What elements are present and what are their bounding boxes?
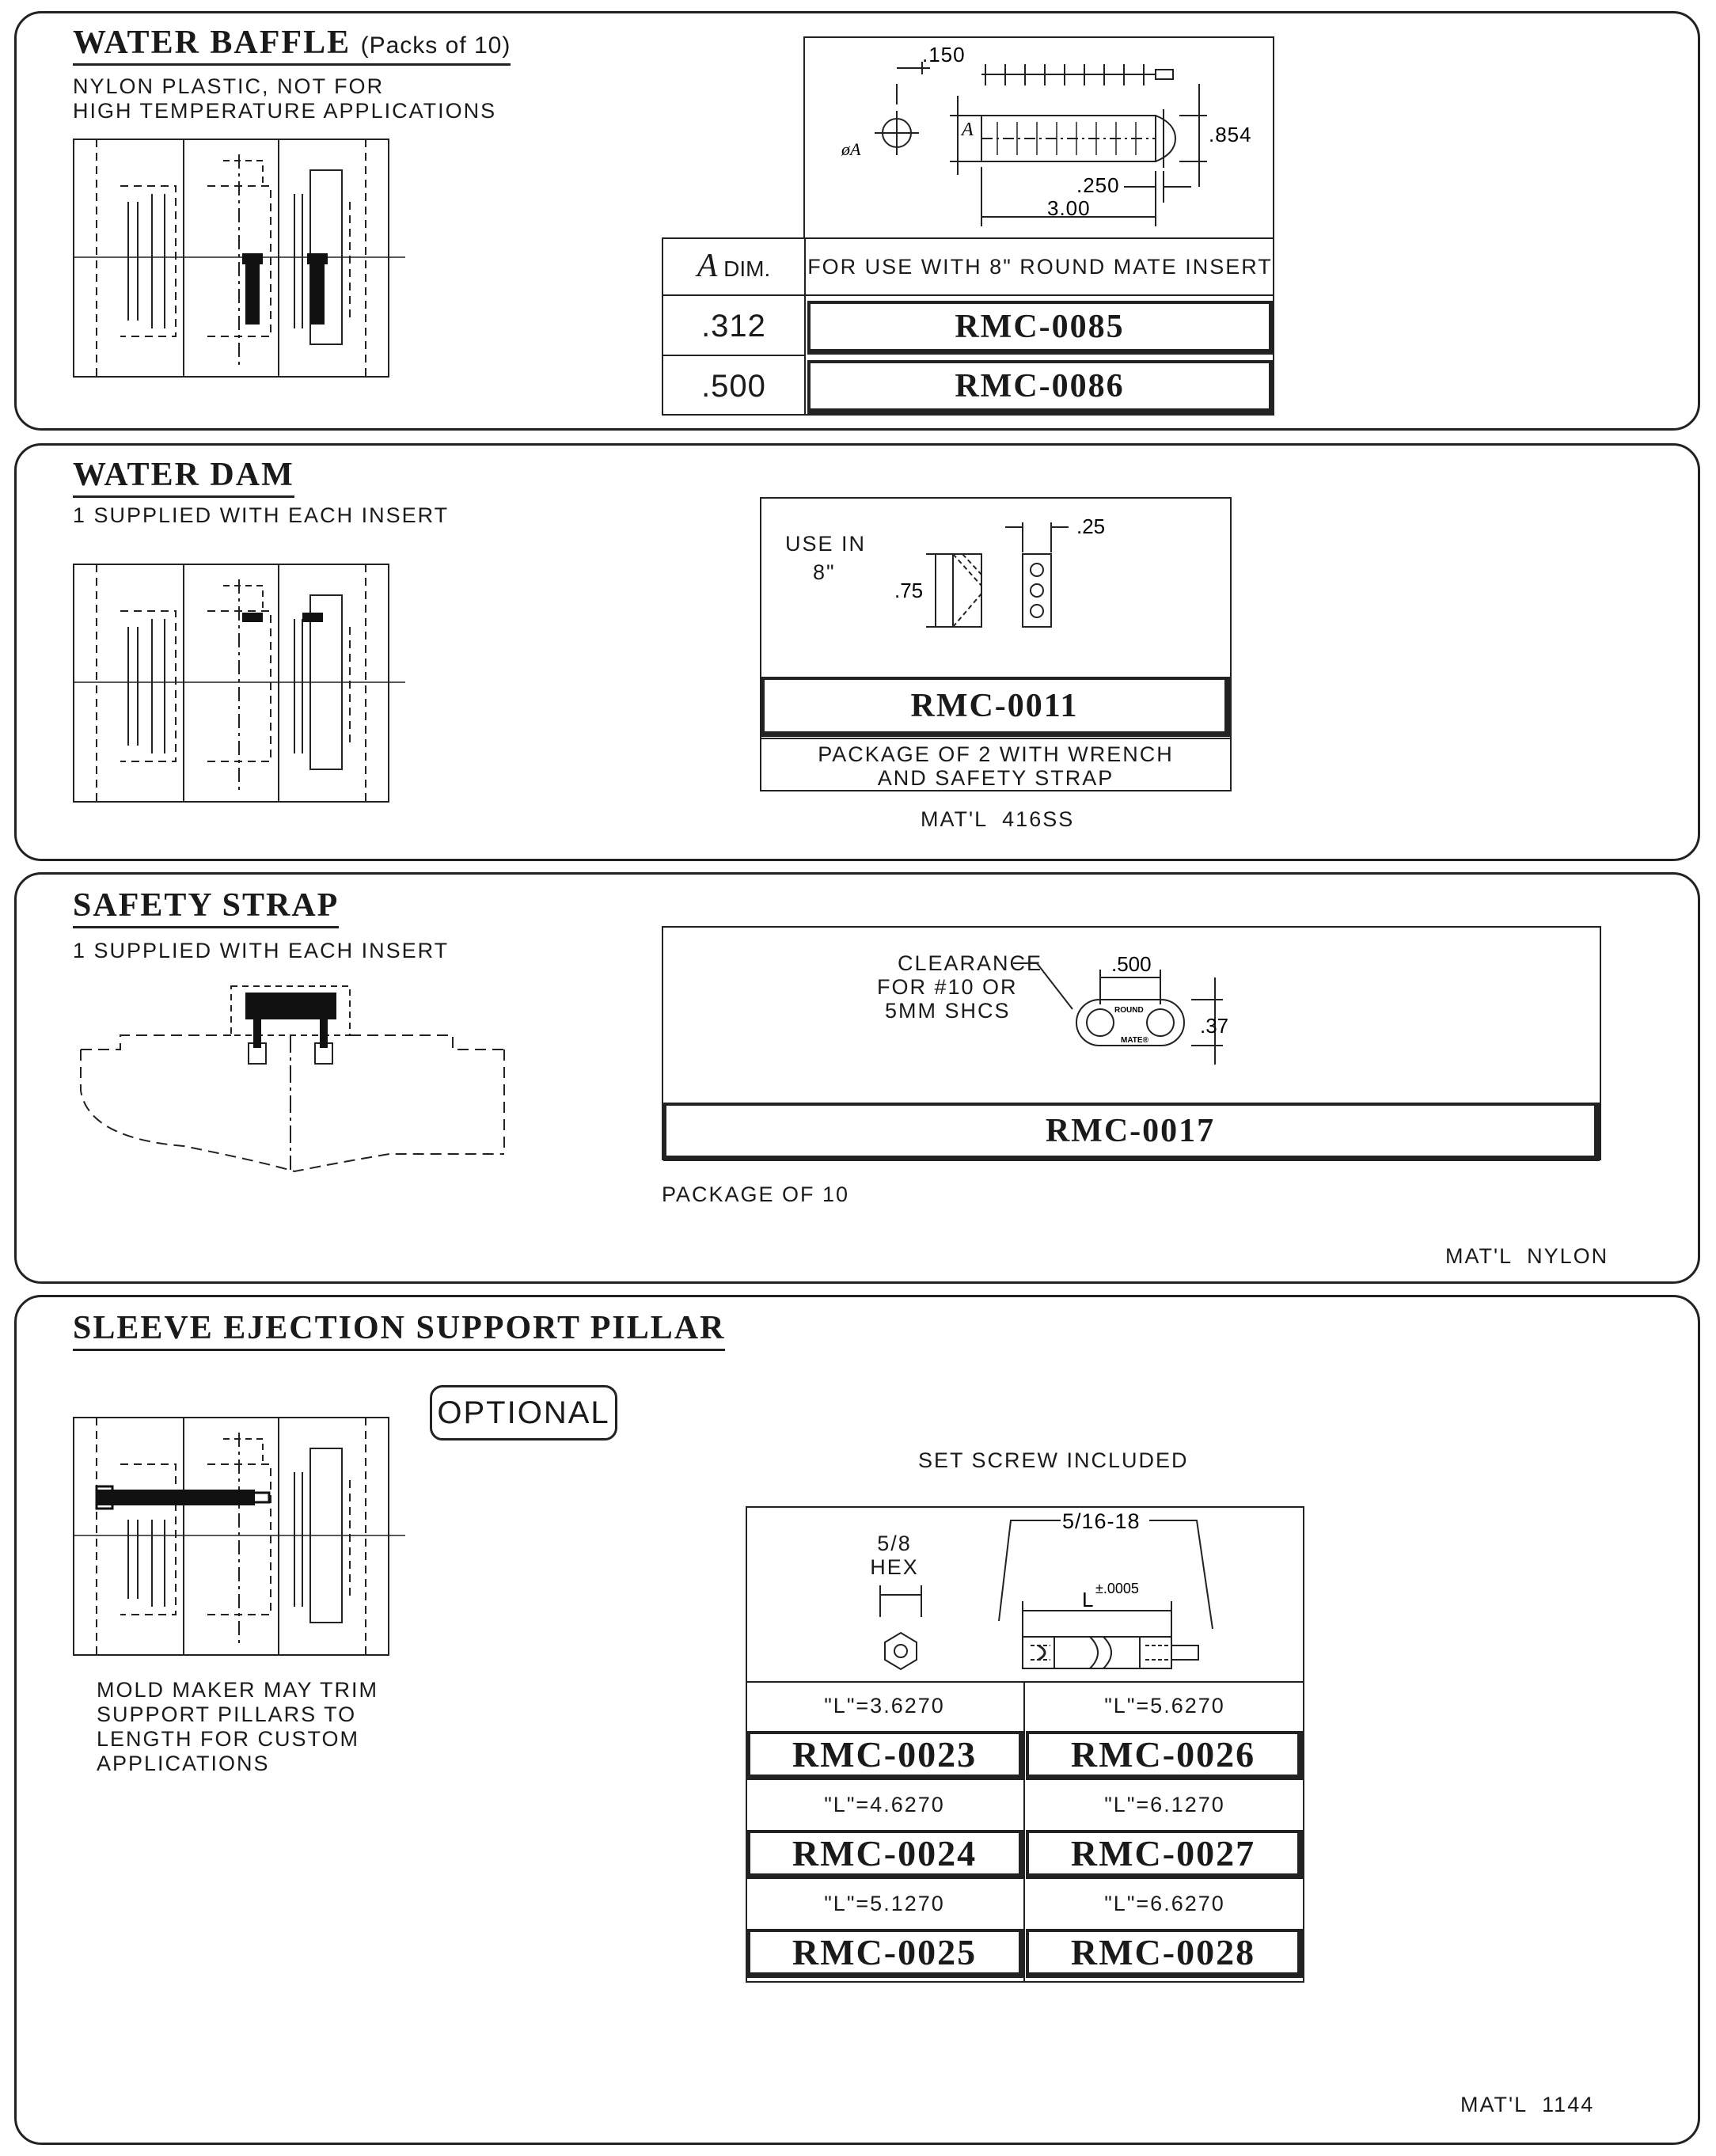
hex-nut-icon: [885, 1633, 917, 1669]
hex-size: 5/8: [877, 1532, 912, 1555]
dim-a: A: [962, 120, 974, 140]
optional-text: OPTIONAL: [437, 1395, 610, 1430]
baffle-desc-2: HIGH TEMPERATURE APPLICATIONS: [73, 99, 497, 123]
part-rmc-0027[interactable]: RMC-0027: [1026, 1830, 1303, 1879]
col-use-header: FOR USE WITH 8" ROUND MATE INSERT: [807, 255, 1273, 279]
hex-label: HEX: [870, 1555, 919, 1579]
safety-strap-title: SAFETY STRAP: [73, 886, 339, 928]
dam-dim-75: .75: [894, 579, 924, 602]
water-baffle-title: [73, 24, 511, 66]
baffle-insert-right-icon: [310, 257, 325, 325]
length-0027: "L"=6.1270: [1104, 1793, 1225, 1816]
dam-desc: 1 SUPPLIED WITH EACH INSERT: [73, 503, 450, 527]
part-rmc-0011[interactable]: RMC-0011: [761, 677, 1230, 737]
strap-package: PACKAGE OF 10: [662, 1182, 850, 1206]
part-rmc-0025[interactable]: RMC-0025: [747, 1929, 1024, 1978]
part-rmc-0023[interactable]: RMC-0023: [747, 1731, 1024, 1780]
col-a-letter: A: [697, 248, 718, 284]
optional-badge: [430, 1385, 617, 1440]
strap-detail-drawing: [1013, 946, 1251, 1065]
pillar-mold-drawing: [73, 1417, 405, 1658]
water-dam-title: WATER DAM: [73, 456, 294, 498]
baffle-dim-500: .500: [701, 369, 766, 404]
strap-dim-37: .37: [1200, 1014, 1229, 1038]
pillar-note-2: SUPPORT PILLARS TO: [97, 1702, 357, 1726]
col-a-dim-header: [662, 247, 806, 285]
pillar-installed-icon: [97, 1490, 255, 1505]
l-tolerance: ±.0005: [1095, 1581, 1139, 1596]
dim-phi-a: øA: [841, 139, 861, 159]
baffle-dim-312: .312: [701, 309, 766, 344]
baffle-detail-drawing: [803, 36, 1274, 239]
pillar-note-1: MOLD MAKER MAY TRIM: [97, 1678, 379, 1702]
baffle-row-rule: [662, 355, 806, 356]
baffle-desc-1: NYLON PLASTIC, NOT FOR: [73, 74, 385, 98]
part-rmc-0085[interactable]: RMC-0085: [807, 301, 1274, 355]
dam-use-in: USE IN: [785, 532, 867, 556]
baffle-insert-left-icon: [245, 257, 260, 325]
strap-material: MAT'L NYLON: [1445, 1244, 1609, 1268]
length-0028: "L"=6.6270: [1104, 1892, 1225, 1915]
length-0026: "L"=5.6270: [1104, 1694, 1225, 1718]
pillar-note-3: LENGTH FOR CUSTOM: [97, 1727, 360, 1751]
part-rmc-0017[interactable]: RMC-0017: [663, 1103, 1600, 1161]
strap-dim-500: .500: [1111, 952, 1152, 976]
thread-label: 5/16-18: [1062, 1509, 1141, 1533]
dim-854: .854: [1209, 123, 1252, 146]
pillar-material: MAT'L 1144: [1460, 2093, 1595, 2116]
col-a-suffix: DIM.: [723, 256, 771, 281]
water-baffle-title-text: WATER BAFFLE: [73, 25, 351, 61]
part-rmc-0026[interactable]: RMC-0026: [1026, 1731, 1303, 1780]
part-rmc-0024[interactable]: RMC-0024: [747, 1830, 1024, 1879]
set-screw-note: SET SCREW INCLUDED: [918, 1448, 1189, 1472]
dim-250: .250: [1076, 173, 1120, 197]
pack-note: (Packs of 10): [360, 32, 511, 59]
dam-material: MAT'L 416SS: [921, 807, 1075, 831]
length-0025: "L"=5.1270: [824, 1892, 945, 1915]
support-pillar-title: SLEEVE EJECTION SUPPORT PILLAR: [73, 1309, 725, 1351]
l-label: L: [1082, 1588, 1094, 1611]
part-rmc-0028[interactable]: RMC-0028: [1026, 1929, 1303, 1978]
dam-right-icon: [302, 613, 323, 622]
baffle-mold-drawing: [73, 139, 405, 380]
dam-package-1: PACKAGE OF 2 WITH WRENCH: [818, 742, 1174, 766]
strap-clearance-1: CLEARANCE: [898, 951, 1043, 975]
strap-logo-top: ROUND: [1114, 1006, 1144, 1015]
dam-left-icon: [242, 613, 263, 622]
dam-use-in-size: 8": [813, 560, 836, 584]
strap-logo-bottom: MATE®: [1121, 1036, 1148, 1045]
dam-detail-drawing: [886, 507, 1124, 633]
pillar-note-4: APPLICATIONS: [97, 1752, 270, 1775]
strap-installed-icon: [245, 993, 336, 1019]
strap-desc: 1 SUPPLIED WITH EACH INSERT: [73, 939, 450, 962]
dam-package-rule: [760, 738, 1232, 739]
dim-300: 3.00: [1047, 196, 1091, 220]
length-0024: "L"=4.6270: [824, 1793, 945, 1816]
part-rmc-0086[interactable]: RMC-0086: [807, 360, 1274, 414]
dim-150: .150: [922, 43, 966, 66]
strap-clearance-2: FOR #10 OR: [877, 975, 1018, 999]
dam-package-2: AND SAFETY STRAP: [877, 766, 1114, 790]
dam-mold-drawing: [73, 564, 405, 805]
strap-mold-drawing: [73, 964, 516, 1178]
pillar-header-rule: [746, 1681, 1304, 1683]
baffle-header-rule: [662, 294, 1274, 296]
dam-dim-25: .25: [1076, 514, 1106, 538]
pillar-detail-drawing: [746, 1506, 1304, 1682]
length-0023: "L"=3.6270: [824, 1694, 945, 1718]
strap-clearance-3: 5MM SHCS: [885, 999, 1011, 1023]
